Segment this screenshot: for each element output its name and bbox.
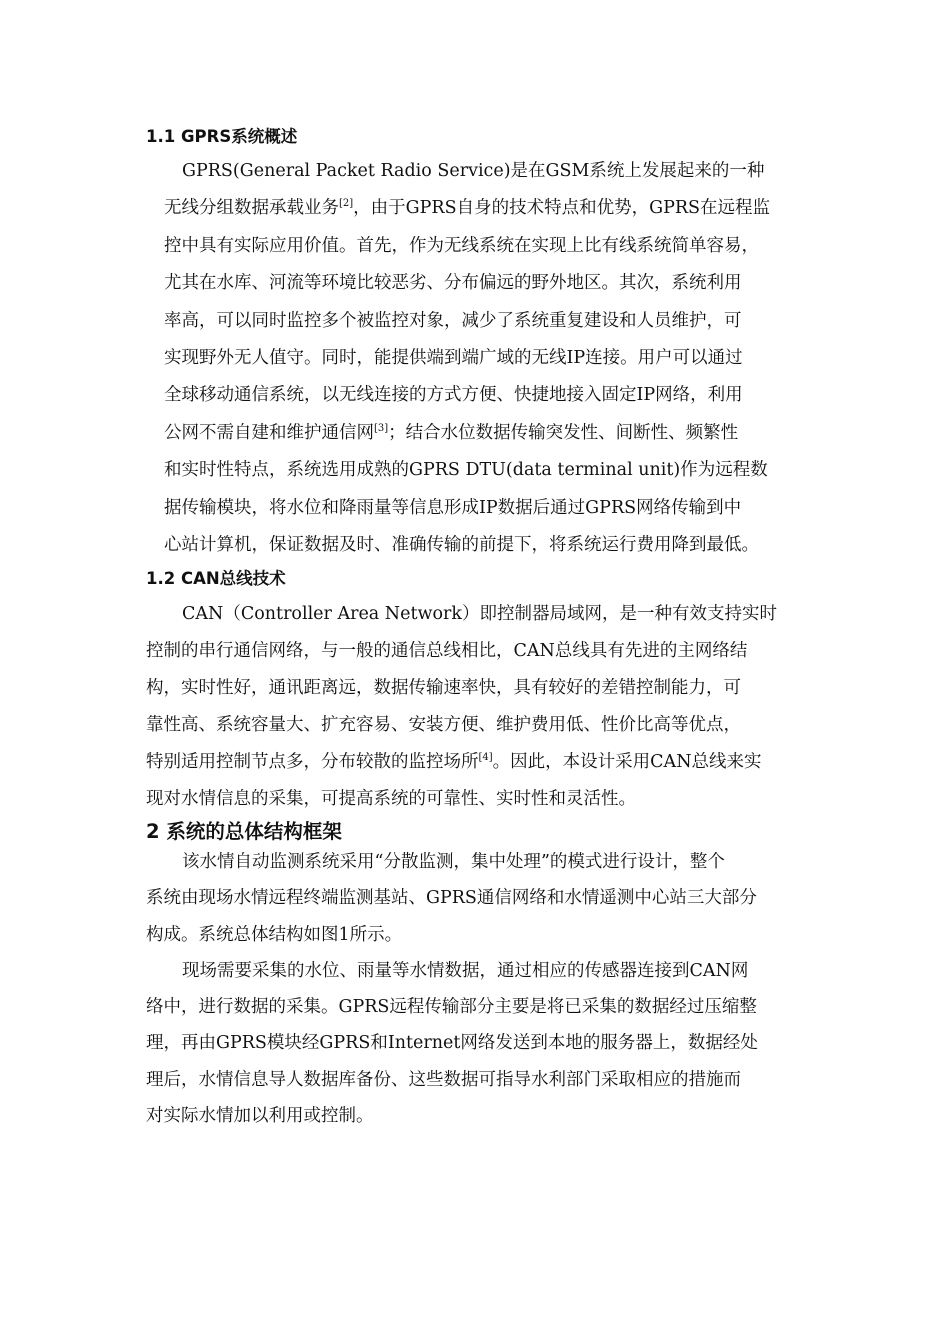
paragraph-line bbox=[164, 196, 770, 220]
section-heading-2: 2 系统的总体结构框架 bbox=[146, 820, 342, 843]
paragraph-line bbox=[164, 421, 738, 445]
paragraph-line: 靠性高、系统容量大、扩充容易、安装方便、维护费用低、性价比高等优点， bbox=[146, 715, 741, 735]
paragraph-line bbox=[146, 750, 762, 774]
citation-ref: [4] bbox=[478, 752, 493, 763]
paragraph-line: 理，再由GPRS模块经GPRS和Internet网络发送到本地的服务器上，数据经处 bbox=[146, 1033, 758, 1053]
paragraph-line: 全球移动通信系统，以无线连接的方式方便、快捷地接入固定IP网络，利用 bbox=[164, 385, 743, 405]
text-run: 。因此，本设计采用CAN总线来实 bbox=[492, 752, 762, 772]
paragraph-line: 控中具有实际应用价值。首先，作为无线系统在实现上比有线系统简单容易， bbox=[164, 236, 759, 256]
text-run: ，由于GPRS自身的技术特点和优势，GPRS在远程监 bbox=[353, 198, 771, 218]
text-run: 公网不需自建和维护通信网 bbox=[164, 423, 374, 443]
paragraph-line: 和实时性特点，系统选用成熟的GPRS DTU(data terminal unit)作为远程数 bbox=[164, 460, 768, 480]
paragraph-line: 系统由现场水情远程终端监测基站、GPRS通信网络和水情遥测中心站三大部分 bbox=[146, 888, 757, 908]
paragraph-line: 络中，进行数据的采集。GPRS远程传输部分主要是将已采集的数据经过压缩整 bbox=[146, 997, 757, 1017]
paragraph-line: 现对水情信息的采集，可提高系统的可靠性、实时性和灵活性。 bbox=[146, 789, 636, 809]
paragraph-line: 构成。系统总体结构如图1所示。 bbox=[146, 925, 403, 945]
section-heading-1-2: 1.2 CAN总线技术 bbox=[146, 569, 286, 588]
paragraph-line: 据传输模块，将水位和降雨量等信息形成IP数据后通过GPRS网络传输到中 bbox=[164, 498, 742, 518]
citation-ref: [3] bbox=[374, 423, 389, 434]
citation-ref: [2] bbox=[339, 198, 354, 209]
paragraph-line: 构，实时性好，通讯距离远，数据传输速率快，具有较好的差错控制能力，可 bbox=[146, 678, 741, 698]
paragraph-line: 控制的串行通信网络，与一般的通信总线相比，CAN总线具有先进的主网络结 bbox=[146, 641, 748, 661]
text-run: 特别适用控制节点多，分布较散的监控场所 bbox=[146, 752, 479, 772]
text-run: ；结合水位数据传输突发性、间断性、频繁性 bbox=[388, 423, 739, 443]
text-run: 无线分组数据承载业务 bbox=[164, 198, 339, 218]
paragraph-line: 理后，水情信息导人数据库备份、这些数据可指导水利部门采取相应的措施而 bbox=[146, 1070, 741, 1090]
paragraph-line: 实现野外无人值守。同时，能提供端到端广域的无线IP连接。用户可以通过 bbox=[164, 348, 743, 368]
paragraph-line: 心站计算机，保证数据及时、准确传输的前提下，将系统运行费用降到最低。 bbox=[164, 535, 759, 555]
paragraph-line: 对实际水情加以利用或控制。 bbox=[146, 1106, 374, 1126]
paragraph-line: 现场需要采集的水位、雨量等水情数据，通过相应的传感器连接到CAN网 bbox=[182, 961, 749, 981]
paragraph-line: GPRS(General Packet Radio Service)是在GSM系统上发展起来的一种 bbox=[182, 161, 765, 181]
paragraph-line: CAN（Controller Area Network）即控制器局域网，是一种有效支持实时 bbox=[182, 604, 777, 624]
paragraph-line: 尤其在水库、河流等环境比较恶劣、分布偏远的野外地区。其次，系统利用 bbox=[164, 273, 742, 293]
paragraph-line: 率高，可以同时监控多个被监控对象，减少了系统重复建设和人员维护，可 bbox=[164, 311, 742, 331]
section-heading-1-1: 1.1 GPRS系统概述 bbox=[146, 127, 298, 146]
paragraph-line: 该水情自动监测系统采用“分散监测，集中处理”的模式进行设计，整个 bbox=[182, 852, 725, 872]
